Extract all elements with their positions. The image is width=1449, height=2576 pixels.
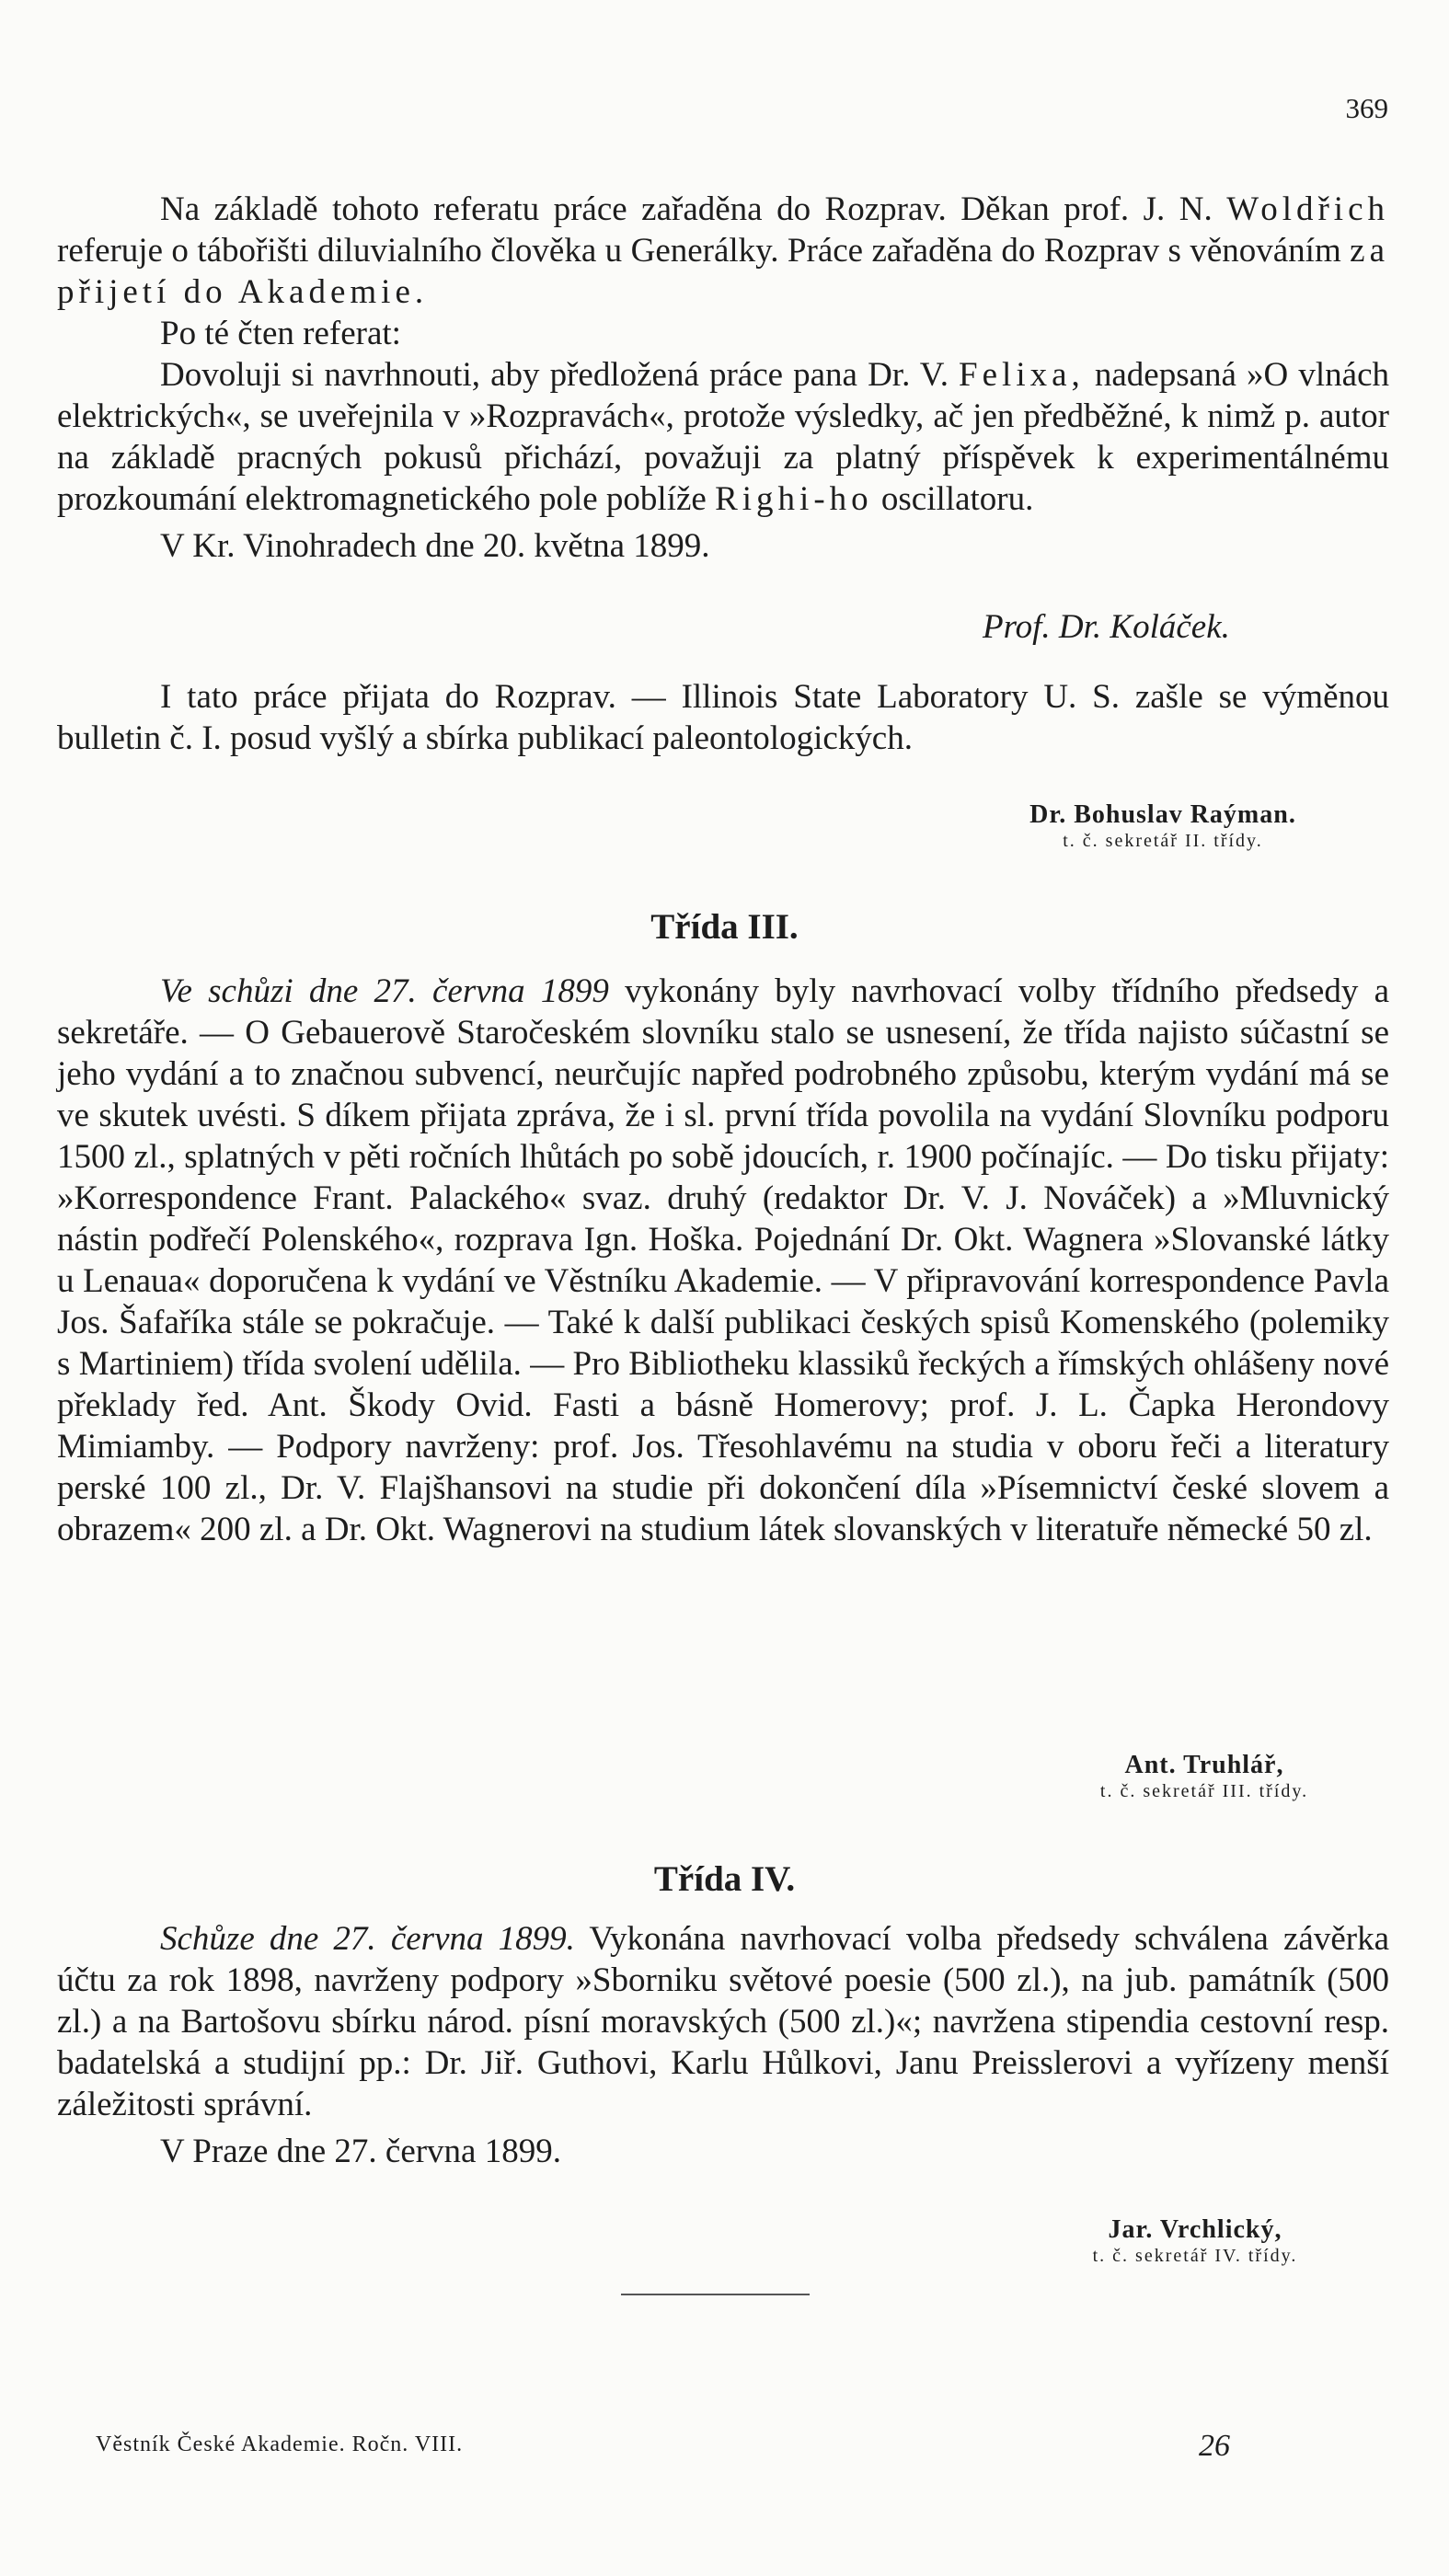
- heading-class-iv: Třída IV.: [653, 1859, 796, 1899]
- footer-journal-title: Věstník České Akademie. Ročn. VIII.: [96, 2432, 464, 2456]
- block-illinois: [57, 676, 1389, 759]
- name-righi: Righi-ho: [715, 480, 873, 518]
- paragraph-referat-intro: Po té čten referat:: [160, 315, 401, 352]
- footer-signature-mark: 26: [1199, 2429, 1230, 2463]
- signature-role: t. č. sekretář III. třídy.: [1099, 1781, 1309, 1801]
- section-divider: [621, 2294, 810, 2295]
- paragraph-class-iv: Schůze dne 27. června 1899. Vykonána navrhovací volba předsedy schválena závěrka účtu za rok 1898, navrženy podpory »Sborniku světové poesie (500 zl.), na jub. památník (500 zl.) a na Bartošovu sbírku národ. písní moravských (500 zl.)«; navržena stipendia cestovní resp. badatelská a studijní pp.: Dr. Jiř. Guthovi, Karlu Hůlkovi, Janu Preisslerovi a vyřízeny menší záležitosti správní.: [57, 1920, 1389, 2123]
- signature-role: t. č. sekretář IV. třídy.: [1092, 2246, 1298, 2266]
- signature-role: t. č. sekretář II. třídy.: [1063, 831, 1263, 851]
- paragraph-felix: Dovoluji si navrhnouti, aby předložená práce pana Dr. V. Felixa, nadepsaná »O vlnách elektrických«, se uveřejnila v »Rozpravách«, protože výsledky, ač jen předběžné, k nimž p. autor na základě pracných pokusů přichází, považuji za platný příspěvek k experimentálnému prozkoumání elektromagnetického pole poblíže Righi-ho oscillatoru.: [57, 356, 1389, 518]
- page-number: 369: [1345, 92, 1388, 124]
- name-felix: Felixa,: [959, 356, 1085, 394]
- signature-rayman: [960, 800, 1365, 852]
- heading-class-iii: Třída III.: [650, 907, 799, 947]
- signature-name: Jar. Vrchlický,: [1108, 2215, 1282, 2244]
- paragraph-illinois: I tato práce přijata do Rozprav. — Illinois State Laboratory U. S. zašle se výměnou bulletin č. I. posud vyšlý a sbírka publikací paleontologických.: [57, 678, 1389, 757]
- signature-name: Ant. Truhlář,: [1124, 1751, 1284, 1779]
- paragraph-date-praha: V Praze dne 27. června 1899.: [160, 2133, 561, 2170]
- paragraph-woldrich: Na základě tohoto referatu práce zařaděna do Rozprav. Děkan prof. J. N. Woldřich referuje o tábořišti diluvialního člověka u Generálky. Práce zařaděna do Rozprav s věnováním za přijetí do Akademie.: [57, 190, 1389, 311]
- session-date-iv: Schůze dne 27. června 1899.: [160, 1920, 575, 1958]
- block-class-iv: [57, 1918, 1389, 2172]
- signature-kolacek: Prof. Dr. Koláček.: [983, 608, 1230, 646]
- signature-vrchlicky: [1043, 2215, 1347, 2267]
- paragraph-class-iii: Ve schůzi dne 27. června 1899 vykonány byly navrhovací volby třídního předsedy a sekretáře. — O Gebauerově Staročeském slovníku stalo se usnesení, že třída najisto súčastní se jeho vydání a to značnou subvencí, neurčujíc napřed podrobného způsobu, kterým vydání má se ve skutek uvésti. S díkem přijata zpráva, že i sl. první třída povolila na vydání Slovníku podporu 1500 zl., splatných v pěti ročních lhůtách po sobě jdoucích, r. 1900 počínajíc. — Do tisku přijaty: »Korrespondence Frant. Palackého« svaz. druhý (redaktor Dr. V. J. Nováček) a »Mluvnický nástin podřečí Polenského«, rozprava Ign. Hoška. Pojednání Dr. Okt. Wagnera »Slovanské látky u Lenaua« doporučena k vydání ve Věstníku Akademie. — V připravování korrespondence Pavla Jos. Šafaříka stále se pokračuje. — Také k další publikaci českých spisů Komenského (polemiky s Martiniem) třída svolení udělila. — Pro Bibliotheku klassiků řeckých a římských ohlášeny nové překlady řed. Ant. Škody Ovid. Fasti a básně Homerovy; prof. J. L. Čapka Herondovy Mimiamby. — Podpory navrženy: prof. Jos. Třesohlavému na studia v oboru řeči a literatury perské 100 zl., Dr. V. Flajšhansovi na studie při dokončení díla »Písemnictví české slovem a obrazem« 200 zl. a Dr. Okt. Wagnerovi na studium látek slovanských v literatuře německé 50 zl.: [57, 972, 1389, 1548]
- signature-name: Dr. Bohuslav Raýman.: [1029, 800, 1296, 829]
- paragraph-date-vinohrady: V Kr. Vinohradech dne 20. května 1899.: [160, 527, 710, 565]
- name-woldrich: Woldřich: [1226, 190, 1389, 228]
- signature-truhlar: [1034, 1751, 1374, 1802]
- block-class-iii: [57, 971, 1389, 1550]
- session-date-iii: Ve schůzi dne 27. června 1899: [160, 972, 609, 1010]
- block-class-ii-report: [57, 189, 1389, 567]
- emphasis-admission: za přijetí do Akademie.: [57, 232, 1389, 311]
